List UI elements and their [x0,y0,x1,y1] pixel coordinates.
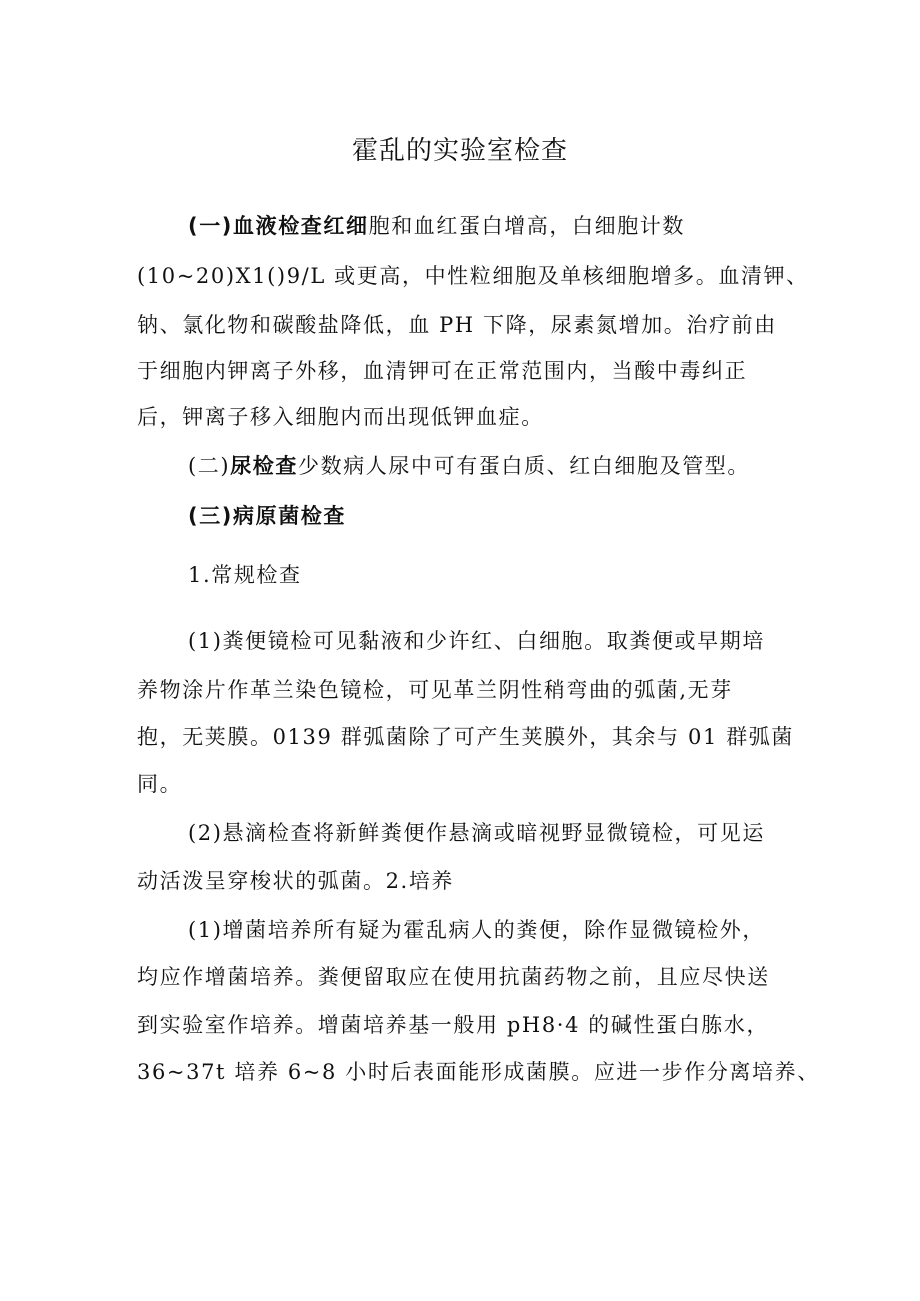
paragraph-line: 后，钾离子移入细胞内而出现低钾血症。 [137,405,544,429]
paragraph-line: 同。 [137,772,183,796]
paragraph-line: 于细胞内钾离子外移，血清钾可在正常范围内，当酸中毒纠正 [137,359,748,383]
paragraph-line: 养物涂片作革兰染色镜检，可见革兰阴性稍弯曲的弧菌,无芽 [137,678,733,702]
section-heading-blood: (一)血液检查红细 [188,214,369,238]
paragraph-line [188,211,788,241]
paragraph-text: 少数病人尿中可有蛋白质、红白细胞及管型。 [298,454,750,478]
paragraph-text: 胞和血红蛋白增高，白细胞计数 [368,214,686,238]
paragraph-line: (10~20)X1()9/L 或更高，中性粒细胞及单核细胞增多。血清钾、 [137,264,809,288]
paragraph-line: (1)粪便镜检可见黏液和少许红、白细胞。取粪便或早期培 [188,629,765,653]
paragraph-line: (1)增菌培养所有疑为霍乱病人的粪便，除作显微镜检外， [188,918,765,942]
paragraph-line [188,451,788,481]
paragraph-line: 动活泼呈穿梭状的弧菌。2.培养 [137,869,455,893]
paragraph-line: 到实验室作培养。增菌培养基一般用 pH8·4 的碱性蛋白胨水， [137,1013,770,1037]
paragraph-line: (2)悬滴检查将新鲜粪便作悬滴或暗视野显微镜检，可见运 [188,821,765,845]
paragraph-line: 36~37t 培养 6~8 小时后表面能形成菌膜。应进一步作分离培养、 [137,1060,820,1084]
section-heading-pathogen: (三)病原菌检查 [188,504,346,528]
subheading-routine-check: 1.常规检查 [188,563,302,587]
document-title: 霍乱的实验室检查 [351,136,568,166]
paragraph-line: 抱，无荚膜。0139 群弧菌除了可产生荚膜外，其余与 01 群弧菌 [137,725,794,749]
paragraph-line: 均应作增菌培养。粪便留取应在使用抗菌药物之前，且应尽快送 [137,965,770,989]
paragraph-line: 钠、氯化物和碳酸盐降低，血 PH 下降，尿素氮增加。治疗前由 [137,313,777,337]
section-prefix-urine: (二) [188,454,231,478]
section-heading-urine: 尿检查 [230,454,298,478]
